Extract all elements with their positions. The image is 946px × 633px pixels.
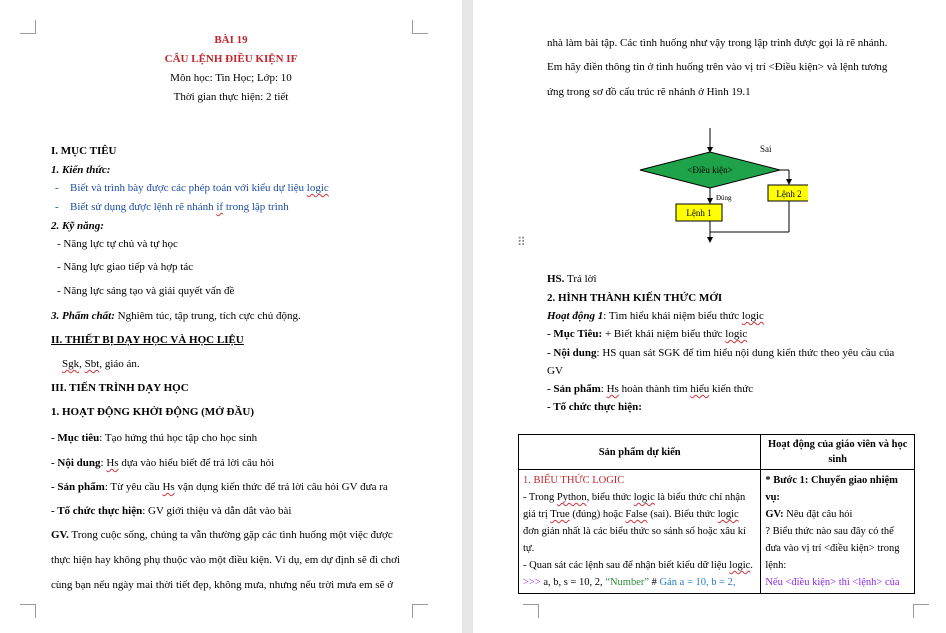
crop-mark xyxy=(35,604,36,618)
lesson-title: CÂU LỆNH ĐIỀU KIỆN IF xyxy=(164,53,298,65)
skills-item: - Năng lực sáng tạo và giải quyết vấn đề xyxy=(57,285,235,297)
section-3-heading: III. TIẾN TRÌNH DẠY HỌC xyxy=(51,382,189,394)
goal-line: - Mục tiêu: Tạo hứng thú học tập cho học sinh xyxy=(51,432,258,444)
question-line: đưa vào vị trí <điều kiện> trong xyxy=(765,543,900,554)
gv-paragraph-line-2: thực hiện hay không phụ thuộc vào một điều kiện. Ví dụ, em dự định sẽ đi chơi xyxy=(51,554,401,566)
condition-label: <Điều kiện> xyxy=(687,165,733,175)
gv-instruction: GV: Nêu đặt câu hỏi xyxy=(765,509,853,520)
step-1-label: * Bước 1: Chuyển giao nhiệm xyxy=(765,475,898,486)
intro-line-2: Em hãy điền thông tin ở tình huống trên vào vị trí <Điều kiện> và lệnh tương xyxy=(547,61,888,73)
question-line: lệnh: xyxy=(765,560,787,571)
expected-product-cell xyxy=(519,470,761,594)
branch-flowchart xyxy=(628,128,808,243)
activity-table xyxy=(518,434,915,594)
organization-line: - Tổ chức thực hiện: xyxy=(547,401,642,413)
crop-mark xyxy=(523,604,539,605)
crop-mark xyxy=(538,604,539,618)
materials-line: Sgk, Sbt, giáo án. xyxy=(62,358,140,370)
product-line: - Sản phẩm: Hs hoàn thành tìm hiểu kiến thức xyxy=(547,383,754,395)
activity-1-line: Hoạt động 1: Tìm hiểu khái niệm biểu thức logic xyxy=(547,310,764,322)
quality-line: 3. Phẩm chất: Nghiêm túc, tập trung, tích cực chủ động. xyxy=(51,310,301,322)
duration-line: Thời gian thực hiện: 2 tiết xyxy=(173,91,289,103)
subject-line: Môn học: Tin Học; Lớp: 10 xyxy=(170,72,292,84)
gv-paragraph-line-3: cùng bạn nếu ngày mai thời tiết đẹp, không mưa, nhưng nếu trời mưa em sẽ ở xyxy=(51,579,394,591)
section-1-heading: I. MỤC TIÊU xyxy=(51,145,117,157)
content-line-1: - Nội dung: HS quan sát SGK để tìm hiểu nội dung kiến thức theo yêu cầu của xyxy=(547,347,895,359)
table-header-activity: Hoạt động của giáo viên và học sinh xyxy=(761,435,915,470)
crop-mark xyxy=(412,20,413,34)
crop-mark xyxy=(412,604,413,618)
cell-text-line: đơn giản nhất là các biểu thức so sánh số hoặc xâu kí xyxy=(523,526,746,537)
question-line: ? Biểu thức nào sau đây có thể xyxy=(765,526,894,537)
false-label: Sai xyxy=(760,144,772,154)
command-2-label: Lệnh 2 xyxy=(776,189,802,199)
cell-text-line: - Quan sát các lệnh sau để nhận biết kiểu dữ liệu logic. xyxy=(523,560,753,571)
table-header-row xyxy=(519,435,915,470)
hs-answer-line: HS. Trả lời xyxy=(547,273,597,285)
knowledge-item-text: Biết sử dụng được lệnh rẽ nhánh if trong lập trình xyxy=(70,201,289,213)
knowledge-item-2: - Biết sử dụng được lệnh rẽ nhánh if trong lập trình xyxy=(55,201,289,213)
cell-text-line: giá trị True (đúng) hoặc False (sai). Biểu thức logic xyxy=(523,509,739,520)
command-1-label: Lệnh 1 xyxy=(686,208,712,218)
document-page-right xyxy=(473,0,946,633)
intro-line-1: nhà làm bài tập. Các tình huống như vậy trong lập trình được gọi là rẽ nhánh. xyxy=(547,37,888,49)
table-header-product: Sản phẩm dự kiến xyxy=(519,435,761,470)
crop-mark xyxy=(412,604,428,605)
crop-mark xyxy=(35,20,36,34)
gv-paragraph-line-1: GV. Trong cuộc sống, chúng ta vẫn thường gặp các tình huống một việc được xyxy=(51,529,393,541)
organization-line: - Tổ chức thực hiện: GV giới thiệu và dẫn dắt vào bài xyxy=(51,505,292,517)
crop-mark xyxy=(20,604,36,605)
content-line-2: GV xyxy=(547,365,563,377)
table-row xyxy=(519,470,915,594)
knowledge-item-1: - Biết và trình bày được các phép toán với kiểu dự liệu logic xyxy=(55,182,329,194)
question-line: Nếu <điều kiện> thì <lệnh> của xyxy=(765,577,900,588)
crop-mark xyxy=(913,604,929,605)
activity-1-heading: 1. HOẠT ĐỘNG KHỞI ĐỘNG (MỞ ĐẦU) xyxy=(51,406,254,418)
document-page-left xyxy=(0,0,462,633)
skills-heading: 2. Kỹ năng: xyxy=(51,220,104,232)
code-line: >>> a, b, s = 10, 2, “Number” # Gán a = 10, b = 2, xyxy=(523,577,736,588)
activity-2-heading: 2. HÌNH THÀNH KIẾN THỨC MỚI xyxy=(547,292,723,304)
cell-text-line: tự. xyxy=(523,543,535,554)
knowledge-heading: 1. Kiến thức: xyxy=(51,164,111,176)
skills-item: - Năng lực tự chủ và tự học xyxy=(57,238,178,250)
true-label: Đúng xyxy=(716,194,732,202)
crop-mark xyxy=(913,604,914,618)
product-line: - Sản phẩm: Từ yêu cầu Hs vận dụng kiến thức để trả lời câu hỏi GV đưa ra xyxy=(51,481,388,493)
lesson-number: BÀI 19 xyxy=(214,34,248,46)
content-line: - Nội dung: Hs dựa vào hiểu biết để trả lời câu hỏi xyxy=(51,457,275,469)
drag-handle-icon[interactable]: ⠿ xyxy=(517,235,526,249)
step-1-label-cont: vụ: xyxy=(765,492,780,503)
cell-text-line: - Trong Python, biểu thức logic là biểu thức chỉ nhận xyxy=(523,492,746,503)
knowledge-item-text: Biết và trình bày được các phép toán với kiểu dự liệu logic xyxy=(70,182,329,194)
goal-line: - Mục Tiêu: + Biết khái niệm biểu thức logic xyxy=(547,328,748,340)
intro-line-3: ứng trong sơ đồ cấu trúc rẽ nhánh ở Hình 19.1 xyxy=(547,86,751,98)
skills-item: - Năng lực giao tiếp và hợp tác xyxy=(57,261,194,273)
section-title: 1. BIỂU THỨC LOGIC xyxy=(523,475,625,486)
section-2-heading: II. THIẾT BỊ DẠY HỌC VÀ HỌC LIỆU xyxy=(51,334,244,346)
teacher-student-activity-cell xyxy=(761,470,915,594)
